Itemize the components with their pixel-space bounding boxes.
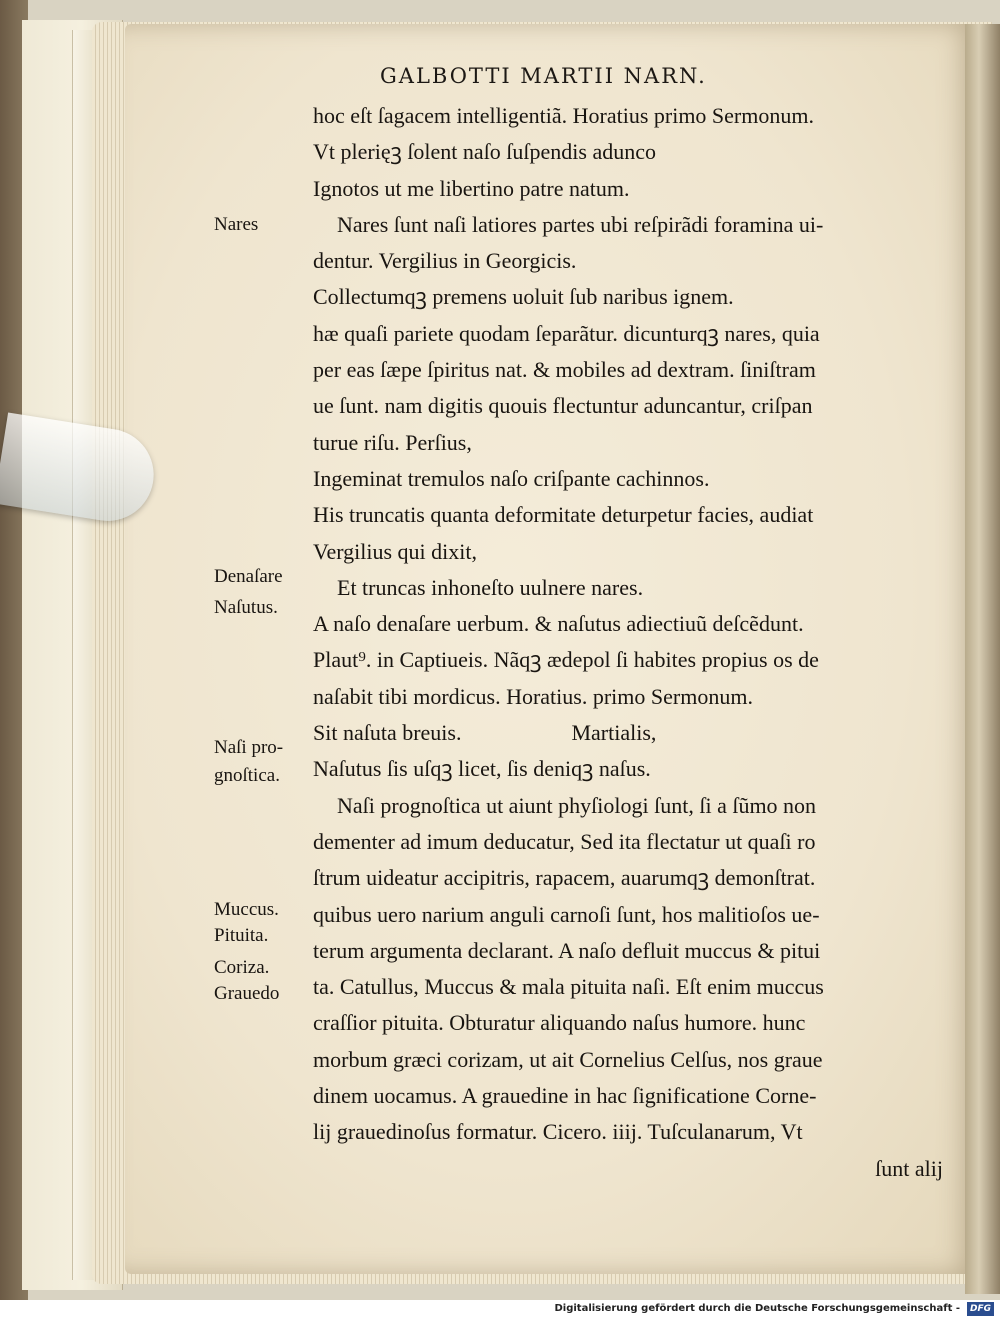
- book-gutter: [965, 24, 1000, 1294]
- text-line: dementer ad imum deducatur, Sed ita flectatur ut quaſi ro: [313, 828, 816, 854]
- text-line: ue ſunt. nam digitis quouis flectuntur aduncantur, criſpan: [313, 393, 813, 419]
- text-line: dinem uocamus. A grauedine in hac ſignificatione Corne-: [313, 1083, 817, 1109]
- text-line: A naſo denaſare uerbum. & naſutus adiectiuũ deſcẽdunt.: [313, 611, 804, 637]
- text-line: terum argumenta declarant. A naſo defluit muccus & pitui: [313, 937, 821, 963]
- text-line: Ignotos ut me libertino patre natum.: [313, 175, 630, 201]
- margin-note-nasutus: Naſutus.: [214, 597, 278, 618]
- margin-note-muccus: Muccus.: [214, 899, 279, 920]
- text-line: Collectumqꝫ premens uoluit ſub naribus ignem.: [313, 284, 734, 310]
- margin-note-nasi-prognostica-1: Naſi pro-: [214, 737, 284, 758]
- running-head: GALBOTTI MARTII NARN.: [380, 64, 707, 88]
- text-line: Sit naſuta breuis. Martialis,: [313, 720, 657, 746]
- text-line: quibus uero narium anguli carnoſi ſunt, hos malitioſos ue-: [313, 901, 820, 927]
- text-line: dentur. Vergilius in Georgicis.: [313, 248, 577, 274]
- text-line: His truncatis quanta deformitate deturpetur facies, audiat: [313, 502, 814, 528]
- text-line: Plaut⁹. in Captiueis. Nãqꝫ ædepol ſi habites propius os de: [313, 647, 819, 673]
- text-line: lij grauedinoſus formatur. Cicero. iiij. Tuſculanarum, Vt: [313, 1119, 803, 1145]
- margin-note-pituita: Pituita.: [214, 925, 269, 946]
- text-line: Et truncas inhoneſto uulnere nares.: [337, 574, 644, 600]
- text-line: hæ quaſi pariete quodam ſeparãtur. dicunturqꝫ nares, quia: [313, 320, 820, 346]
- text-line: Vt plerięꝫ ſolent naſo ſuſpendis adunco: [313, 139, 656, 165]
- margin-note-grauedo: Grauedo: [214, 983, 280, 1004]
- text-line: ta. Catullus, Muccus & mala pituita naſi. Eſt enim muccus: [313, 974, 824, 1000]
- funding-credit: Digitalisierung gefördert durch die Deutsche Forschungsgemeinschaft -: [554, 1303, 960, 1314]
- text-line: Nares ſunt naſi latiores partes ubi reſpirãdi foramina ui-: [337, 211, 824, 237]
- text-line: Naſutus ſis uſqꝫ licet, ſis deniqꝫ naſus.: [313, 756, 651, 782]
- margin-note-coriza: Coriza.: [214, 957, 270, 978]
- text-line: ſtrum uideatur accipitris, rapacem, auarumqꝫ demonſtrat.: [313, 865, 816, 891]
- margin-note-nasi-prognostica-2: gnoſtica.: [214, 765, 280, 786]
- margin-note-denasare: Denaſare: [214, 566, 283, 587]
- body-text: [313, 98, 943, 1187]
- text-line: Ingeminat tremulos naſo criſpante cachinnos.: [313, 465, 710, 491]
- catchword: ſunt alij: [875, 1155, 943, 1181]
- text-line: Vergilius qui dixit,: [313, 538, 477, 564]
- text-line: morbum græci corizam, ut ait Cornelius Celſus, nos graue: [313, 1046, 823, 1072]
- text-line: per eas ſæpe ſpiritus nat. & mobiles ad dextram. ſiniſtram: [313, 357, 816, 383]
- text-line: Naſi prognoſtica ut aiunt phyſiologi ſunt, ſi a ſũmo non: [337, 792, 817, 818]
- text-line: hoc eſt ſagacem intelligentiã. Horatius primo Sermonum.: [313, 103, 814, 128]
- text-line: turue riſu. Perſius,: [313, 429, 472, 455]
- margin-note-nares: Nares: [214, 214, 259, 235]
- text-line: naſabit tibi mordicus. Horatius. primo Sermonum.: [313, 683, 753, 709]
- text-line: craſſior pituita. Obturatur aliquando naſus humore. hunc: [313, 1010, 806, 1036]
- dfg-logo: DFG: [967, 1302, 994, 1316]
